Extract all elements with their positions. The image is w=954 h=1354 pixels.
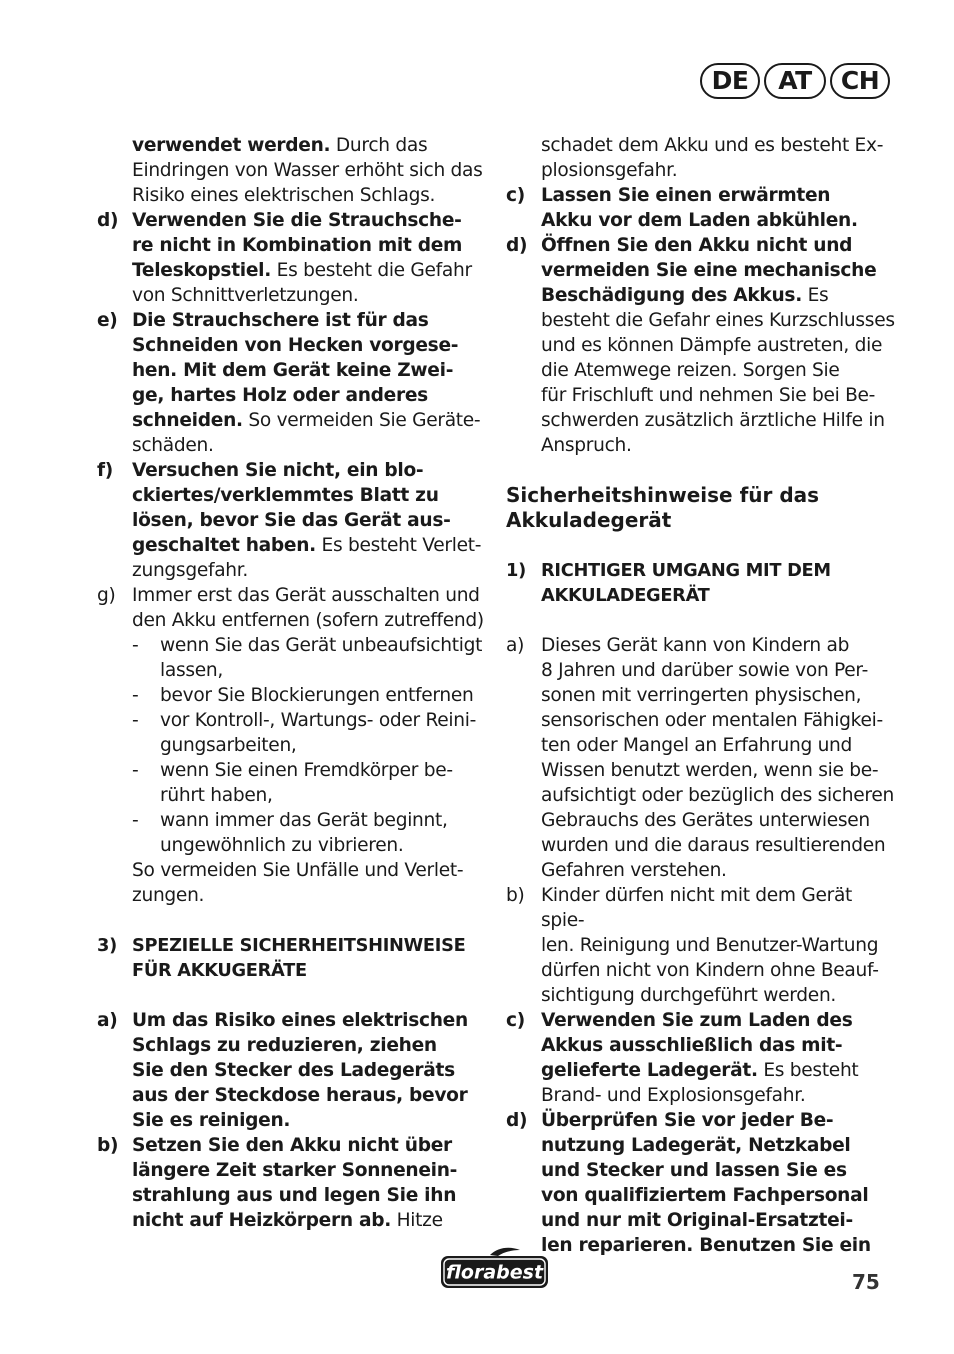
dash-mark: - <box>132 685 139 706</box>
section-label: 3) <box>97 935 117 956</box>
text-line: Sie den Stecker des Ladegeräts <box>132 1060 455 1081</box>
item-label: b) <box>97 1135 119 1156</box>
text-line: die Atemwege reizen. Sorgen Sie <box>541 360 840 381</box>
text-line: von qualifiziertem Fachpersonal <box>541 1185 869 1206</box>
bold-run: Teleskopstiel. <box>132 260 272 281</box>
text-line: Setzen Sie den Akku nicht über <box>132 1135 452 1156</box>
text-line: len. Reinigung und Benutzer-Wartung <box>541 935 879 956</box>
text-line: RICHTIGER UMGANG MIT DEM <box>541 560 831 581</box>
intro-text: Durch das Eindringen von Wasser erhöht sich das Risiko eines elektrischen Schlags. <box>132 135 483 206</box>
text-line: Sie es reinigen. <box>132 1110 291 1131</box>
text-line: SPEZIELLE SICHERHEITSHINWEISE <box>132 935 466 956</box>
item-label: d) <box>506 235 528 256</box>
dash-mark: - <box>132 810 139 831</box>
florabest-logo <box>438 1247 551 1291</box>
continued-paragraph <box>506 133 896 183</box>
text-run: Es besteht Verlet- <box>315 535 482 556</box>
text-line: Immer erst das Gerät ausschalten und <box>132 585 480 606</box>
text-line: zungsgefahr. <box>132 560 249 581</box>
text-run: Hitze <box>390 1210 443 1231</box>
item-d2-right <box>506 1108 896 1258</box>
text-line: wenn Sie das Gerät unbeaufsichtigt <box>160 635 483 656</box>
text-line <box>132 1208 492 1233</box>
dash-item <box>132 683 492 708</box>
text-line: schäden. <box>132 435 214 456</box>
text-run: Es <box>801 285 829 306</box>
text-line: Versuchen Sie nicht, ein blo- <box>132 460 424 481</box>
item-d-left <box>97 208 492 308</box>
section-heading-charger <box>506 483 896 533</box>
item-label: d) <box>97 210 119 231</box>
text-line: sichtigung durchgeführt werden. <box>541 985 837 1006</box>
item-a-left <box>97 1008 492 1133</box>
text-line: lassen, <box>160 660 223 681</box>
text-line: Schlags zu reduzieren, ziehen <box>132 1035 437 1056</box>
text-line: ten oder Mangel an Erfahrung und <box>541 735 853 756</box>
text-line: Dieses Gerät kann von Kindern ab <box>541 635 850 656</box>
text-line: den Akku entfernen (sofern zutreffend) <box>132 610 484 631</box>
text-line: aus der Steckdose heraus, bevor <box>132 1085 468 1106</box>
text-line: Akkuladegerät <box>506 508 672 532</box>
text-line: vermeiden Sie eine mechanische <box>541 260 877 281</box>
country-badge-ch: CH <box>830 63 890 99</box>
text-line: Überprüfen Sie vor jeder Be- <box>541 1110 834 1131</box>
item-label: f) <box>97 460 113 481</box>
text-line <box>132 258 492 283</box>
item-b-right <box>506 883 896 1008</box>
item-label: g) <box>97 585 116 606</box>
section-1-heading <box>506 558 896 608</box>
text-line: Akku vor dem Laden abkühlen. <box>541 210 858 231</box>
dash-item <box>132 758 492 808</box>
dash-mark: - <box>132 635 139 656</box>
text-run: Es besteht <box>757 1060 859 1081</box>
text-line: 8 Jahren und darüber sowie von Per- <box>541 660 868 681</box>
text-line: Kinder dürfen nicht mit dem Gerät spie- <box>541 885 853 931</box>
text-line: Sicherheitshinweise für das <box>506 483 820 507</box>
item-label: c) <box>506 185 525 206</box>
item-c2-right <box>506 1008 896 1108</box>
item-label: d) <box>506 1110 528 1131</box>
text-line: Anspruch. <box>541 435 632 456</box>
text-run: So vermeiden Sie Geräte- <box>242 410 481 431</box>
logo-text: florabest <box>445 1261 544 1284</box>
text-line: ge, hartes Holz oder anderes <box>132 385 428 406</box>
item-f-left <box>97 458 492 583</box>
item-e-left <box>97 308 492 458</box>
text-line: Die Strauchschere ist für das <box>132 310 429 331</box>
text-line: Verwenden Sie zum Laden des <box>541 1010 853 1031</box>
text-run: Es besteht die Gefahr <box>271 260 472 281</box>
text-line: Brand- und Explosionsgefahr. <box>541 1085 806 1106</box>
text-line: Um das Risiko eines elektrischen <box>132 1010 468 1031</box>
text-line: ckiertes/verklemmtes Blatt zu <box>132 485 439 506</box>
text-line: len reparieren. Benutzen Sie ein <box>541 1235 871 1256</box>
text-line: wenn Sie einen Fremdkörper be- <box>160 760 453 781</box>
text-line: lösen, bevor Sie das Gerät aus- <box>132 510 451 531</box>
text-line: zungen. <box>132 885 205 906</box>
text-line: wurden und die daraus resultierenden <box>541 835 886 856</box>
text-line: So vermeiden Sie Unfälle und Verlet- <box>132 860 464 881</box>
text-line: Wissen benutzt werden, wenn sie be- <box>541 760 879 781</box>
text-line: vor Kontroll-, Wartungs- oder Reini- <box>160 710 477 731</box>
text-line: bevor Sie Blockierungen entfernen <box>160 685 474 706</box>
bold-run: Beschädigung des Akkus. <box>541 285 802 306</box>
intro-paragraph <box>97 133 492 208</box>
text-line: besteht die Gefahr eines Kurzschlusses <box>541 310 895 331</box>
text-line: Gefahren verstehen. <box>541 860 727 881</box>
section-3-heading <box>97 933 492 983</box>
text-line <box>541 283 896 308</box>
item-label: c) <box>506 1010 525 1031</box>
text-line: aufsichtigt oder bezüglich des sicheren <box>541 785 894 806</box>
intro-bold: verwendet werden. <box>132 135 331 156</box>
text-line: hen. Mit dem Gerät keine Zwei- <box>132 360 454 381</box>
country-badges <box>700 63 890 99</box>
item-label: e) <box>97 310 118 331</box>
text-line: schwerden zusätzlich ärztliche Hilfe in <box>541 410 885 431</box>
country-badge-at: AT <box>764 63 826 99</box>
bold-run: schneiden. <box>132 410 243 431</box>
text-line: schadet dem Akku und es besteht Ex- <box>541 135 884 156</box>
dash-mark: - <box>132 710 139 731</box>
item-a-right <box>506 633 896 883</box>
text-line: und nur mit Original-Ersatztei- <box>541 1210 853 1231</box>
item-d-right <box>506 233 896 458</box>
text-line: ungewöhnlich zu vibrieren. <box>160 835 404 856</box>
text-line: FÜR AKKUGERÄTE <box>132 960 307 981</box>
text-line: für Frischluft und nehmen Sie bei Be- <box>541 385 876 406</box>
text-line: nutzung Ladegerät, Netzkabel <box>541 1135 851 1156</box>
text-line <box>132 408 492 433</box>
text-line: sonen mit verringerten physischen, <box>541 685 862 706</box>
country-badge-de: DE <box>700 63 760 99</box>
bold-run: gelieferte Ladegerät. <box>541 1060 758 1081</box>
text-line: Lassen Sie einen erwärmten <box>541 185 831 206</box>
text-line: Akkus ausschließlich das mit- <box>541 1035 843 1056</box>
text-line <box>132 533 492 558</box>
text-line: längere Zeit starker Sonnenein- <box>132 1160 458 1181</box>
text-line: Schneiden von Hecken vorgese- <box>132 335 459 356</box>
section-label: 1) <box>506 560 526 581</box>
text-line: strahlung aus und legen Sie ihn <box>132 1185 457 1206</box>
page-number: 75 <box>852 1270 880 1294</box>
text-line: dürfen nicht von Kindern ohne Beauf- <box>541 960 879 981</box>
item-label: a) <box>506 635 525 656</box>
item-c-right <box>506 183 896 233</box>
text-line: rührt haben, <box>160 785 273 806</box>
bold-run: nicht auf Heizkörpern ab. <box>132 1210 391 1231</box>
dash-item <box>132 633 492 683</box>
item-label: b) <box>506 885 525 906</box>
text-line: Verwenden Sie die Strauchsche- <box>132 210 462 231</box>
text-line: von Schnittverletzungen. <box>132 285 359 306</box>
item-label: a) <box>97 1010 118 1031</box>
text-line: Gebrauchs des Gerätes unterwiesen <box>541 810 870 831</box>
text-line: re nicht in Kombination mit dem <box>132 235 463 256</box>
dash-item <box>132 808 492 858</box>
dash-mark: - <box>132 760 139 781</box>
dash-item <box>132 708 492 758</box>
item-g-left <box>97 583 492 908</box>
text-line: plosionsgefahr. <box>541 160 678 181</box>
text-line: und es können Dämpfe austreten, die <box>541 335 883 356</box>
item-b-left <box>97 1133 492 1233</box>
text-line: wann immer das Gerät beginnt, <box>160 810 448 831</box>
text-line: AKKULADEGERÄT <box>541 585 710 606</box>
right-column <box>506 133 896 1258</box>
text-line: Öffnen Sie den Akku nicht und <box>541 235 853 256</box>
bold-run: geschaltet haben. <box>132 535 316 556</box>
text-line <box>541 1058 896 1083</box>
text-line: gungsarbeiten, <box>160 735 297 756</box>
left-column <box>97 133 492 1233</box>
text-line: sensorischen oder mentalen Fähigkei- <box>541 710 883 731</box>
text-line: und Stecker und lassen Sie es <box>541 1160 847 1181</box>
